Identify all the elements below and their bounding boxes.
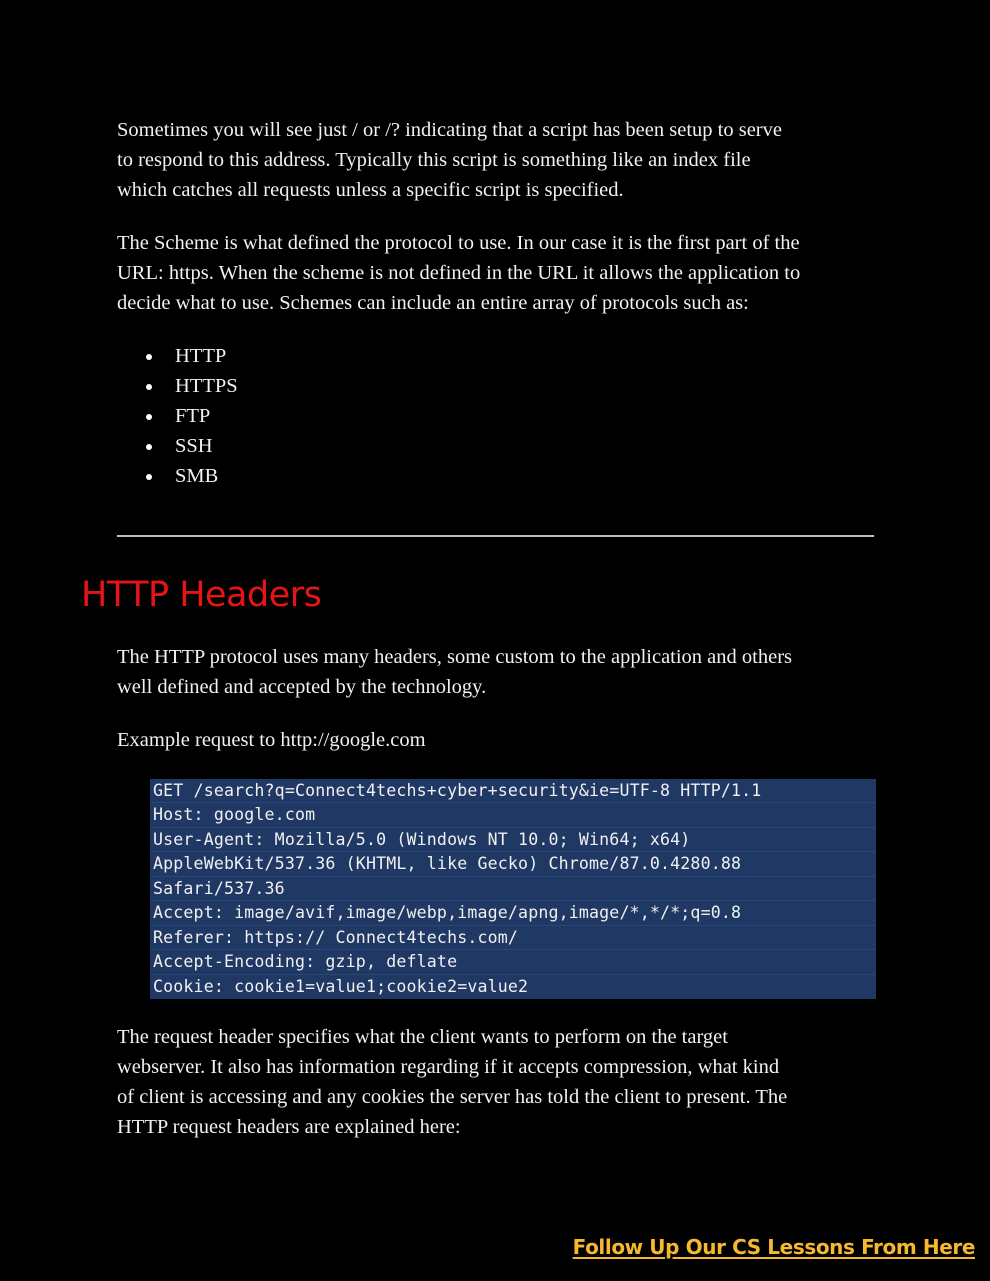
paragraph-scheme bbox=[117, 228, 887, 318]
bullet-icon bbox=[146, 444, 152, 450]
code-line: AppleWebKit/537.36 (KHTML, like Gecko) Chrome/87.0.4280.88 bbox=[150, 852, 876, 876]
text-line: The request header specifies what the client wants to perform on the target bbox=[117, 1026, 728, 1048]
text-line: The Scheme is what defined the protocol to use. In our case it is the first part of the bbox=[117, 232, 800, 254]
list-item bbox=[117, 461, 238, 491]
code-line: Accept-Encoding: gzip, deflate bbox=[150, 950, 876, 974]
list-item bbox=[117, 431, 238, 461]
list-item-label: HTTP bbox=[175, 345, 227, 367]
section-heading: HTTP Headers bbox=[81, 575, 322, 615]
text-line: HTTP request headers are explained here: bbox=[117, 1116, 461, 1138]
list-item bbox=[117, 341, 238, 371]
http-request-code-block bbox=[150, 779, 876, 999]
section-divider bbox=[117, 535, 874, 537]
text-line: decide what to use. Schemes can include an entire array of protocols such as: bbox=[117, 292, 749, 314]
paragraph-example-label bbox=[117, 725, 887, 755]
code-line: Referer: https:// Connect4techs.com/ bbox=[150, 926, 876, 950]
text-line: of client is accessing and any cookies the server has told the client to present. The bbox=[117, 1086, 788, 1108]
bullet-icon bbox=[146, 474, 152, 480]
code-line: Cookie: cookie1=value1;cookie2=value2 bbox=[153, 976, 529, 996]
paragraph-headers-intro bbox=[117, 642, 887, 702]
text-line: The HTTP protocol uses many headers, some custom to the application and others bbox=[117, 646, 793, 668]
text-line: Example request to http://google.com bbox=[117, 729, 426, 751]
paragraph-script-intro bbox=[117, 115, 887, 205]
text-line: Sometimes you will see just / or /? indicating that a script has been setup to serve bbox=[117, 119, 782, 141]
bullet-icon bbox=[146, 414, 152, 420]
list-item-label: SSH bbox=[175, 435, 213, 457]
code-line: Host: google.com bbox=[150, 803, 876, 827]
list-item-label: SMB bbox=[175, 465, 219, 487]
list-item bbox=[117, 371, 238, 401]
list-item bbox=[117, 401, 238, 431]
code-line: Safari/537.36 bbox=[150, 877, 876, 901]
list-item-label: HTTPS bbox=[175, 375, 238, 397]
text-line: URL: https. When the scheme is not defined in the URL it allows the application to bbox=[117, 262, 801, 284]
list-item-label: FTP bbox=[175, 405, 211, 427]
protocol-list bbox=[117, 341, 238, 491]
text-line: well defined and accepted by the technology. bbox=[117, 676, 487, 698]
paragraph-request-explanation bbox=[117, 1022, 887, 1142]
text-line: webserver. It also has information regarding if it accepts compression, what kind bbox=[117, 1056, 780, 1078]
text-line: to respond to this address. Typically this script is something like an index file bbox=[117, 149, 751, 171]
code-line: GET /search?q=Connect4techs+cyber+security&ie=UTF-8 HTTP/1.1 bbox=[150, 779, 876, 803]
cs-lessons-link[interactable]: Follow Up Our CS Lessons From Here bbox=[572, 1235, 975, 1259]
code-line: Accept: image/avif,image/webp,image/apng,image/*,*/*;q=0.8 bbox=[150, 901, 876, 925]
bullet-icon bbox=[146, 384, 152, 390]
text-line: which catches all requests unless a specific script is specified. bbox=[117, 179, 624, 201]
bullet-icon bbox=[146, 354, 152, 360]
code-line: User-Agent: Mozilla/5.0 (Windows NT 10.0; Win64; x64) bbox=[150, 828, 876, 852]
